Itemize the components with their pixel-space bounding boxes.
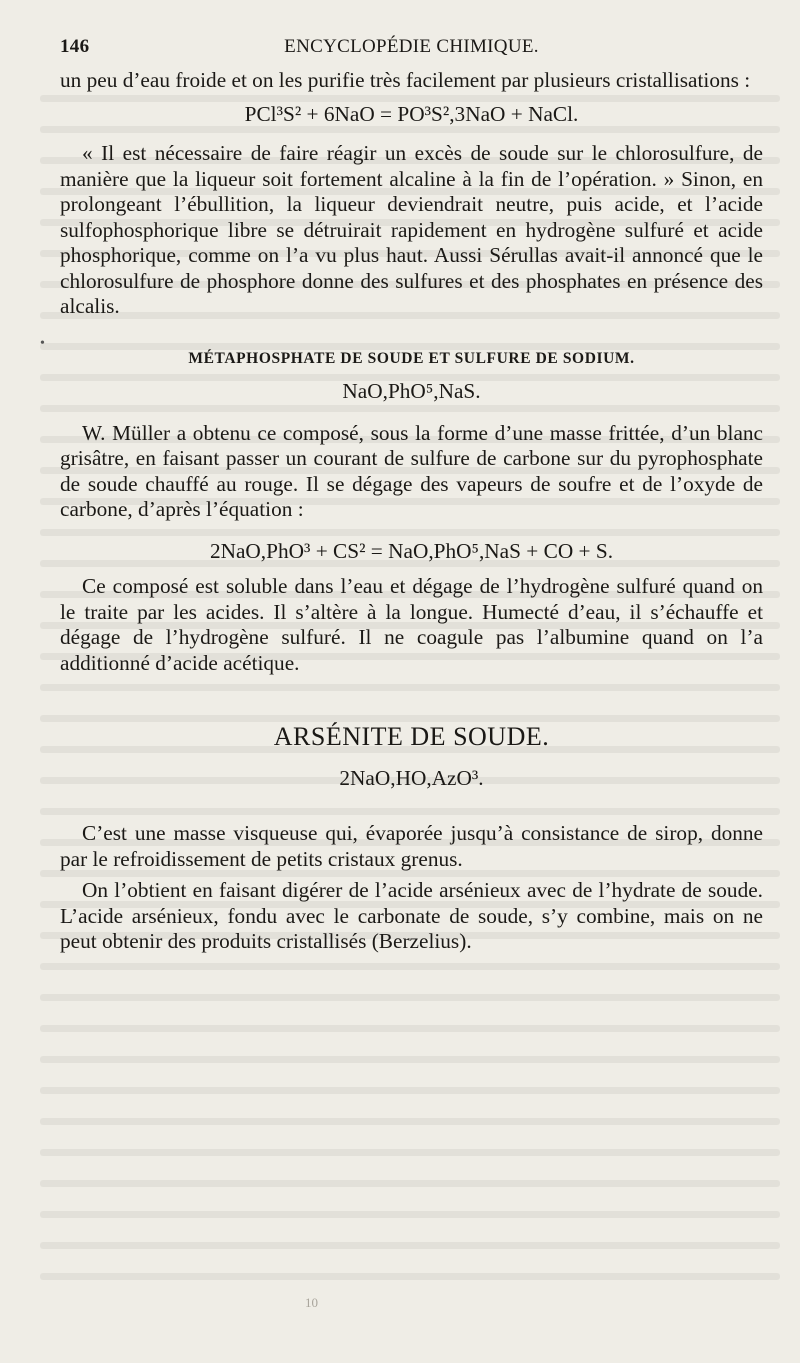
subsection-heading-metaphosphate: MÉTAPHOSPHATE DE SOUDE ET SULFURE DE SODIUM. xyxy=(188,349,635,367)
page-header xyxy=(60,36,763,62)
bleed-through-line xyxy=(40,1242,780,1249)
paragraph-muller: W. Müller a obtenu ce composé, sous la forme d’une masse frittée, d’un blanc grisâtre, en faisant passer un courant de sulfure de carbone sur du pyrophosphate de soude chauffé au rouge. Il se dégage des vapeurs de soufre et de l’oxyde de carbone, d’après l’équation : xyxy=(60,420,763,521)
paragraph-properties: Ce composé est soluble dans l’eau et dégage de l’hydrogène sulfuré quand on le traite par les acides. Il s’altère à la longue. Humecté d’eau, il s’échauffe et dégage de l’hydrogène sulfuré. Il ne coagule pas l’albumine quand on l’a additionné d’acide acétique. xyxy=(60,574,763,675)
page-number: 146 xyxy=(60,36,90,57)
paragraph-chlorosulfure: « Il est nécessaire de faire réagir un excès de soude sur le chlorosulfure, de manière que la liqueur soit fortement alcaline à la fin de l’opération. » Sinon, en prolongeant l’ébullition, la liqueur deviendrait neutre, puis acide, et l’acide sulfophosphorique libre se détruirait rapidement en hydrogène sulfuré et acide phosphorique, comme on l’a vu plus haut. Aussi Sérullas avait-il annoncé que le chlorosulfure de phosphore donne des sulfures et des phosphates en présence des alcalis. xyxy=(60,141,763,318)
bleed-through-line xyxy=(40,1180,780,1187)
bleed-through-line xyxy=(40,1149,780,1156)
paragraph-continuation: un peu d’eau froide et on les purifie très facilement par plusieurs cristallisations : xyxy=(60,68,751,92)
footer-mark: 10 xyxy=(305,1295,318,1310)
formula-pcl3s2: PCl³S² + 6NaO = PO³S²,3NaO + NaCl. xyxy=(244,101,579,126)
bleed-through-line xyxy=(40,1025,780,1032)
page-body xyxy=(60,68,763,955)
margin-bullet: • xyxy=(40,336,45,351)
running-head: ENCYCLOPÉDIE CHIMIQUE. xyxy=(284,36,539,57)
bleed-through-line xyxy=(40,1118,780,1125)
bleed-through-line xyxy=(40,1211,780,1218)
formula-arsenite: 2NaO,HO,AzO³. xyxy=(339,765,484,790)
paragraph-obtention: On l’obtient en faisant digérer de l’acide arsénieux avec de l’hydrate de soude. L’acide arsénieux, fondu avec le carbonate de soude, s’y combine, mais on ne peut obtenir des produits cristallisés (Berzelius). xyxy=(60,878,763,953)
formula-metaphosphate: NaO,PhO⁵,NaS. xyxy=(342,379,481,403)
formula-equation: 2NaO,PhO³ + CS² = NaO,PhO⁵,NaS + CO + S. xyxy=(209,538,614,563)
section-title-arsenite: ARSÉNITE DE SOUDE. xyxy=(273,722,550,751)
paragraph-masse-visqueuse: C’est une masse visqueuse qui, évaporée jusqu’à consistance de sirop, donne par le refroidissement de petits cristaux grenus. xyxy=(60,821,763,871)
bleed-through-line xyxy=(40,1087,780,1094)
bleed-through-line xyxy=(40,963,780,970)
bleed-through-line xyxy=(40,994,780,1001)
bleed-through-line xyxy=(40,1056,780,1063)
bleed-through-line xyxy=(40,1273,780,1280)
